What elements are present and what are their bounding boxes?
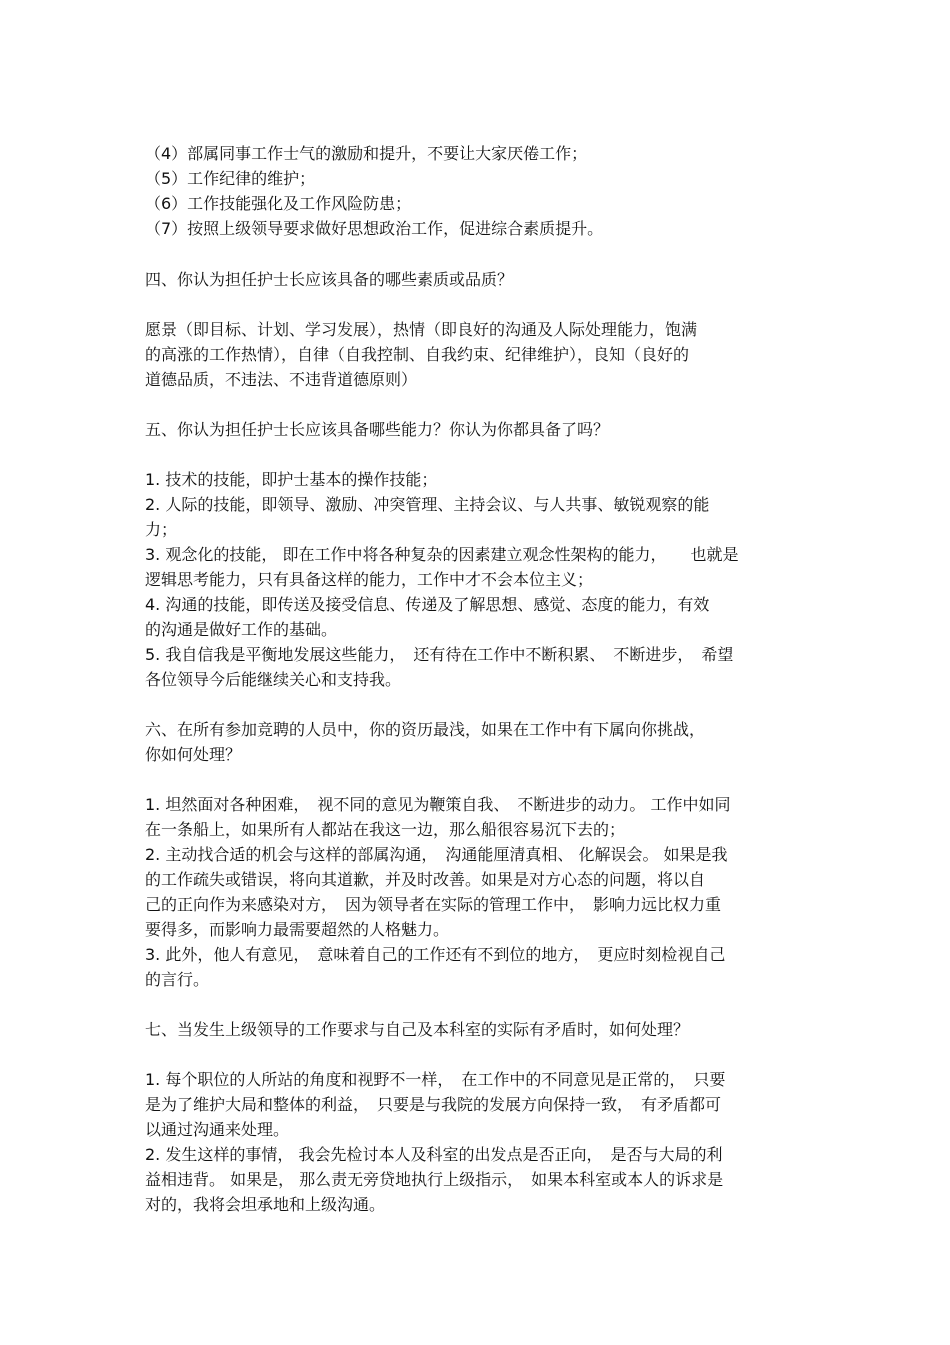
paragraph-line: 对的，我将会坦承地和上级沟通。 (145, 1195, 386, 1214)
paragraph-line: 1. 每个职位的人所站的角度和视野不一样， 在工作中的不同意见是正常的， 只要 (145, 1070, 726, 1089)
list-item: （5）工作纪律的维护； (145, 169, 316, 188)
section-heading: 你如何处理？ (145, 745, 242, 764)
paragraph-line: 以通过沟通来处理。 (145, 1120, 290, 1139)
paragraph-line: 愿景（即目标、计划、学习发展），热情（即良好的沟通及人际处理能力，饱满 (145, 320, 698, 339)
paragraph-line: 5. 我自信我是平衡地发展这些能力， 还有待在工作中不断积累、 不断进步， 希望 (145, 645, 734, 664)
section-heading: 六、在所有参加竞聘的人员中，你的资历最浅，如果在工作中有下属向你挑战， (145, 720, 706, 739)
paragraph-line: 的工作疏失或错误，将向其道歉，并及时改善。如果是对方心态的问题，将以自 (145, 870, 706, 889)
paragraph-line: 1. 技术的技能，即护士基本的操作技能； (145, 470, 438, 489)
paragraph-line: 在一条船上，如果所有人都站在我这一边，那么船很容易沉下去的； (145, 820, 626, 839)
list-item: （4）部属同事工作士气的激励和提升，不要让大家厌倦工作； (145, 144, 588, 163)
paragraph-line: 逻辑思考能力，只有具备这样的能力，工作中才不会本位主义； (145, 570, 594, 589)
paragraph-line: 各位领导今后能继续关心和支持我。 (145, 670, 402, 689)
paragraph-line: 道德品质，不违法、不违背道德原则） (145, 370, 418, 389)
list-item: （6）工作技能强化及工作风险防患； (145, 194, 412, 213)
paragraph-line: 力； (145, 520, 178, 539)
paragraph-line: 是为了维护大局和整体的利益， 只要是与我院的发展方向保持一致， 有矛盾都可 (145, 1095, 722, 1114)
paragraph-line: 3. 观念化的技能， 即在工作中将各种复杂的因素建立观念性架构的能力， 也就是 (145, 545, 739, 564)
paragraph-line: 1. 坦然面对各种困难， 视不同的意见为鞭策自我、 不断进步的动力。 工作中如同 (145, 795, 731, 814)
paragraph-line: 4. 沟通的技能，即传送及接受信息、传递及了解思想、感觉、态度的能力，有效 (145, 595, 710, 614)
paragraph-line: 的高涨的工作热情），自律（自我控制、自我约束、纪律维护），良知（良好的 (145, 345, 690, 364)
list-item: （7）按照上级领导要求做好思想政治工作，促进综合素质提升。 (145, 219, 604, 238)
paragraph-line: 己的正向作为来感染对方， 因为领导者在实际的管理工作中， 影响力远比权力重 (145, 895, 722, 914)
paragraph-line: 2. 人际的技能，即领导、激励、冲突管理、主持会议、与人共事、敏锐观察的能 (145, 495, 710, 514)
paragraph-line: 的沟通是做好工作的基础。 (145, 620, 338, 639)
paragraph-line: 益相违背。 如果是， 那么责无旁贷地执行上级指示， 如果本科室或本人的诉求是 (145, 1170, 724, 1189)
paragraph-line: 2. 主动找合适的机会与这样的部属沟通， 沟通能厘清真相、 化解误会。 如果是我 (145, 845, 728, 864)
paragraph-line: 的言行。 (145, 970, 210, 989)
paragraph-line: 要得多，而影响力最需要超然的人格魅力。 (145, 920, 450, 939)
paragraph-line: 2. 发生这样的事情， 我会先检讨本人及科室的出发点是否正向， 是否与大局的利 (145, 1145, 723, 1164)
section-heading: 五、你认为担任护士长应该具备哪些能力？你认为你都具备了吗？ (145, 420, 610, 439)
section-heading: 七、当发生上级领导的工作要求与自己及本科室的实际有矛盾时，如何处理？ (145, 1020, 690, 1039)
paragraph-line: 3. 此外，他人有意见， 意味着自己的工作还有不到位的地方， 更应时刻检视自己 (145, 945, 726, 964)
section-heading: 四、你认为担任护士长应该具备的哪些素质或品质？ (145, 270, 514, 289)
